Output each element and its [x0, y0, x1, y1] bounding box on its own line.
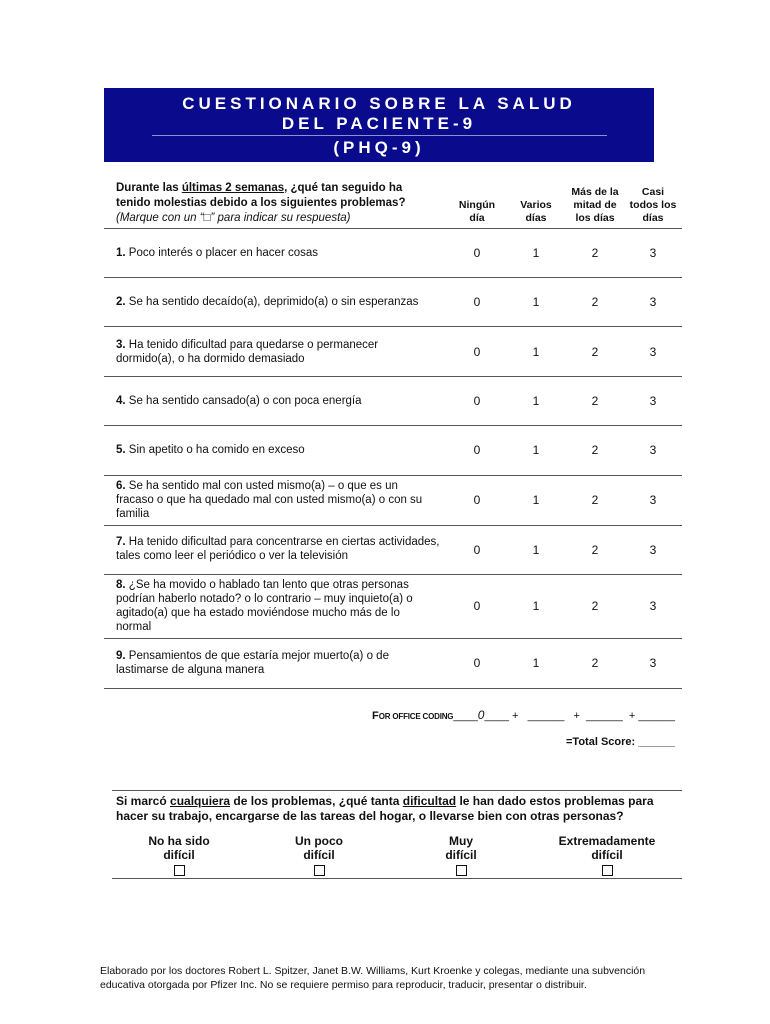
question-row-7: [104, 526, 682, 574]
question-text: 5. Sin apetito o ha comido en exceso: [116, 444, 305, 456]
office-coding-line: [372, 708, 675, 722]
question-row-8: [104, 575, 682, 638]
score-option[interactable]: 1: [532, 599, 540, 613]
score-option[interactable]: 2: [591, 394, 599, 408]
score-option[interactable]: 3: [649, 345, 657, 359]
row-divider: [104, 688, 682, 689]
score-option[interactable]: 1: [532, 443, 540, 457]
title-line-2: DEL PACIENTE-9: [281, 114, 477, 133]
score-option[interactable]: 2: [591, 246, 599, 260]
score-option[interactable]: 2: [591, 345, 599, 359]
footer-credits: Elaborado por los doctores Robert L. Spitzer, Janet B.W. Williams, Kurt Kroenke y colegas, mediante una subvención educativa otorgada por Pfizer Inc. No se requiere permiso para reproducir, traducir, presentar o distribuir.: [100, 965, 646, 991]
intro-part-2: , ¿qué tan seguido ha tenido molestias debido a los siguientes problemas?: [116, 182, 406, 209]
score-option[interactable]: 2: [591, 543, 599, 557]
question-row-1: [104, 229, 682, 277]
score-option[interactable]: 0: [473, 543, 481, 557]
column-header-ningun-dia: Ningún día: [458, 199, 496, 224]
checkbox[interactable]: [174, 865, 185, 876]
score-option[interactable]: 0: [473, 599, 481, 613]
difficulty-option-extremadamente[interactable]: Extremadamente difícil: [547, 834, 667, 879]
difficulty-option-no-ha-sido[interactable]: No ha sido difícil: [119, 834, 239, 879]
score-option[interactable]: 0: [473, 345, 481, 359]
score-option[interactable]: 1: [532, 295, 540, 309]
question-text: 2. Se ha sentido decaído(a), deprimido(a) o sin esperanzas: [116, 296, 419, 308]
score-option[interactable]: 3: [649, 394, 657, 408]
intro-part-1: Durante las: [116, 182, 182, 194]
question-row-9: [104, 639, 682, 688]
question-intro: [116, 181, 436, 226]
score-option[interactable]: 3: [649, 543, 657, 557]
question-text: 7. Ha tenido dificultad para concentrarse en ciertas actividades, tales como leer el periódico o ver la televisión: [116, 536, 440, 562]
column-header-mas-de-la-mitad: Más de la mitad de los días: [571, 186, 619, 224]
score-option[interactable]: 3: [649, 295, 657, 309]
title-line-3: (PHQ-9): [333, 138, 425, 157]
score-option[interactable]: 3: [649, 443, 657, 457]
score-option[interactable]: 0: [473, 656, 481, 670]
score-option[interactable]: 3: [649, 656, 657, 670]
section-divider: [112, 790, 682, 791]
score-option[interactable]: 2: [591, 599, 599, 613]
score-option[interactable]: 2: [591, 443, 599, 457]
score-option[interactable]: 1: [532, 543, 540, 557]
question-text: 9. Pensamientos de que estaría mejor muerto(a) o de lastimarse de alguna manera: [116, 650, 389, 676]
difficulty-option-muy[interactable]: Muy difícil: [401, 834, 521, 879]
checkbox[interactable]: [602, 865, 613, 876]
office-coding-blank: ____: [484, 710, 509, 722]
title-line-1: CUESTIONARIO SOBRE LA SALUD: [182, 94, 576, 113]
score-option[interactable]: 2: [591, 493, 599, 507]
section-divider: [112, 878, 682, 879]
question-text: 8. ¿Se ha movido o hablado tan lento que otras personas podrían haberlo notado? o lo contrario – muy inquieto(a) o agitado(a) que ha estado moviéndose mucho más de lo normal: [116, 579, 413, 633]
score-option[interactable]: 1: [532, 493, 540, 507]
intro-underlined: últimas 2 semanas: [181, 182, 285, 194]
question-text: 4. Se ha sentido cansado(a) o con poca energía: [116, 395, 362, 407]
question-row-2: [104, 278, 682, 326]
score-option[interactable]: 1: [532, 656, 540, 670]
difficulty-option-un-poco[interactable]: Un poco difícil: [259, 834, 379, 879]
office-coding-value[interactable]: 0: [477, 708, 485, 722]
question-text: 1. Poco interés o placer en hacer cosas: [116, 247, 319, 259]
score-option[interactable]: 0: [473, 295, 481, 309]
score-option[interactable]: 0: [473, 443, 481, 457]
office-coding-sums[interactable]: + ______ + ______ + ______: [508, 710, 676, 722]
question-row-6: [104, 476, 682, 525]
score-option[interactable]: 0: [473, 394, 481, 408]
score-option[interactable]: 2: [591, 656, 599, 670]
checkbox[interactable]: [456, 865, 467, 876]
office-coding-f: F: [372, 710, 379, 722]
question-text: 3. Ha tenido dificultad para quedarse o permanecer dormido(a), o ha dormido demasiado: [116, 339, 379, 365]
score-option[interactable]: 3: [649, 599, 657, 613]
question-row-3: [104, 327, 682, 376]
score-option[interactable]: 1: [532, 345, 540, 359]
title-banner: [104, 88, 654, 162]
difficulty-question: Si marcó cualquiera de los problemas, ¿qué tanta dificultad le han dado estos problemas para hacer su trabajo, encargarse de las tareas del hogar, o llevarse bien con otras personas?: [116, 794, 654, 823]
total-score-field[interactable]: =Total Score: ______: [566, 736, 675, 748]
column-header-casi-todos: Casi todos los días: [629, 186, 677, 224]
score-option[interactable]: 1: [532, 394, 540, 408]
score-option[interactable]: 1: [532, 246, 540, 260]
score-option[interactable]: 0: [473, 493, 481, 507]
intro-instruction: (Marque con un “□” para indicar su respuesta): [116, 212, 351, 224]
score-option[interactable]: 3: [649, 493, 657, 507]
office-coding-blank: ____: [453, 710, 478, 722]
column-header-varios-dias: Varios días: [520, 199, 552, 224]
question-text: 6. Se ha sentido mal con usted mismo(a) – o que es un fracaso o que ha quedado mal con usted mismo(a) o con su familia: [116, 480, 423, 520]
score-option[interactable]: 3: [649, 246, 657, 260]
question-row-5: [104, 426, 682, 475]
office-coding-label: OR OFFICE CODING: [378, 712, 454, 721]
score-option[interactable]: 2: [591, 295, 599, 309]
question-row-4: [104, 377, 682, 425]
checkbox[interactable]: [314, 865, 325, 876]
title-divider: [152, 135, 607, 136]
score-option[interactable]: 0: [473, 246, 481, 260]
